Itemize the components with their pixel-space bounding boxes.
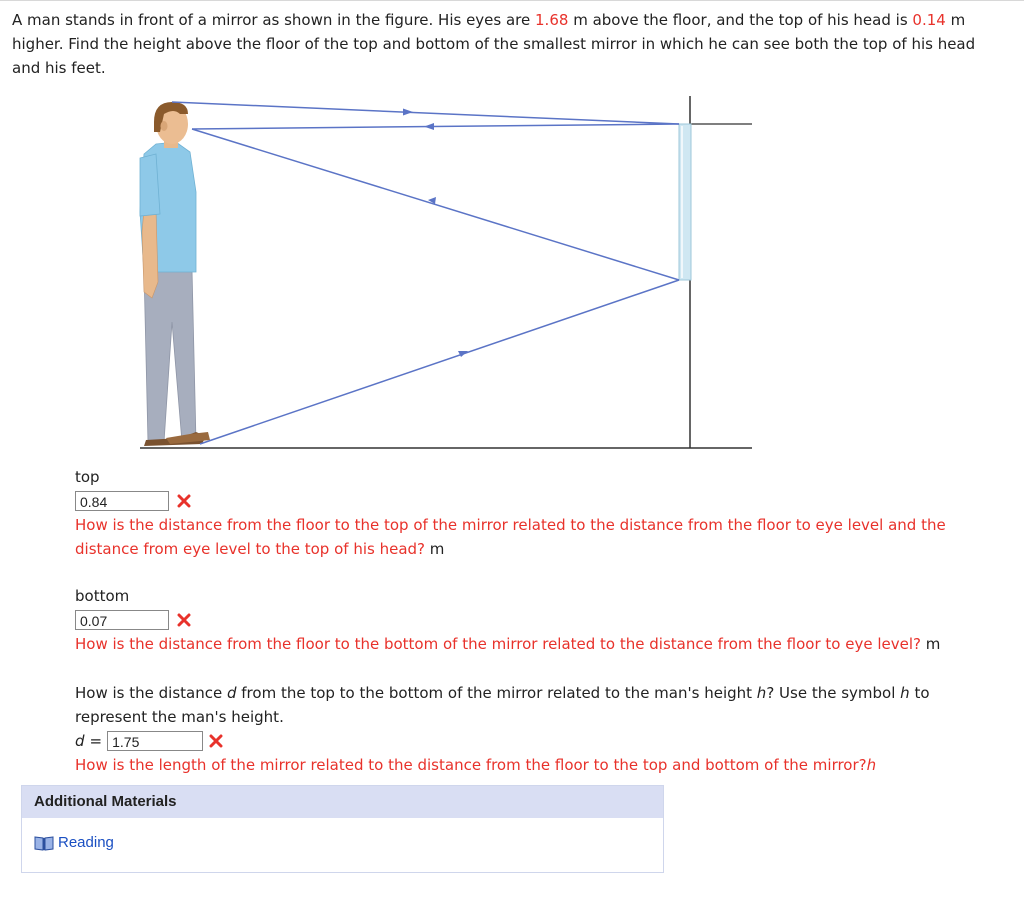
length-feedback (75, 753, 995, 777)
top-feedback-text: How is the distance from the floor to the top of the mirror related to the distance from the floor to eye level and the distance from eye level to the top of his head? (75, 516, 946, 558)
light-rays (172, 102, 679, 444)
top-feedback (75, 513, 995, 561)
length-var-label: d (75, 732, 85, 750)
reading-link[interactable] (34, 834, 114, 851)
bottom-feedback (75, 632, 995, 656)
problem-statement (12, 8, 1002, 80)
length-feedback-text: How is the length of the mirror related to the distance from the floor to the top and bottom of the mirror? (75, 756, 867, 774)
x-mark-icon (177, 494, 191, 508)
length-feedback-var: h (866, 756, 877, 774)
equals-sign: = (89, 732, 103, 750)
mirror (679, 124, 691, 280)
length-prompt: How is the distance d from the top to the bottom of the mirror related to the man's height h? Use the symbol h to represent the man's height. (75, 684, 930, 726)
var-h: h (756, 684, 767, 702)
x-mark-icon (209, 734, 223, 748)
bottom-label: bottom (75, 587, 130, 605)
var-h-symbol: h (900, 684, 910, 702)
question-top (75, 465, 995, 561)
eye-height-value: 1.68 (535, 11, 569, 29)
problem-text-2: m above the floor, and the top of his head is (568, 11, 913, 29)
head-offset-value: 0.14 (912, 11, 946, 29)
ray-arrows (403, 109, 468, 358)
bottom-answer-input[interactable]: 0.07 (75, 610, 169, 630)
bottom-unit: m (925, 635, 941, 653)
problem-text-1: A man stands in front of a mirror as shown in the figure. His eyes are (12, 11, 536, 29)
top-label: top (75, 468, 100, 486)
length-answer-input[interactable]: 1.75 (107, 731, 203, 751)
reading-link-label[interactable]: Reading (58, 834, 114, 851)
top-border (0, 0, 1024, 1)
mirror-figure (130, 92, 760, 454)
question-bottom (75, 584, 995, 656)
x-mark-icon (177, 613, 191, 627)
var-d: d (226, 684, 237, 702)
additional-materials-title: Additional Materials (22, 786, 663, 818)
man-illustration (140, 102, 210, 446)
top-answer-input[interactable]: 0.84 (75, 491, 169, 511)
question-length (75, 681, 995, 777)
book-icon (34, 835, 54, 851)
problem-text-3: m higher. Find the height above the floor of the top and bottom of the smallest mirror in which he can see both the top of his head and his feet. (12, 11, 976, 77)
top-unit: m (429, 540, 445, 558)
bottom-feedback-text: How is the distance from the floor to the bottom of the mirror related to the distance from the floor to eye level? (75, 635, 921, 653)
additional-materials-panel (21, 785, 664, 873)
